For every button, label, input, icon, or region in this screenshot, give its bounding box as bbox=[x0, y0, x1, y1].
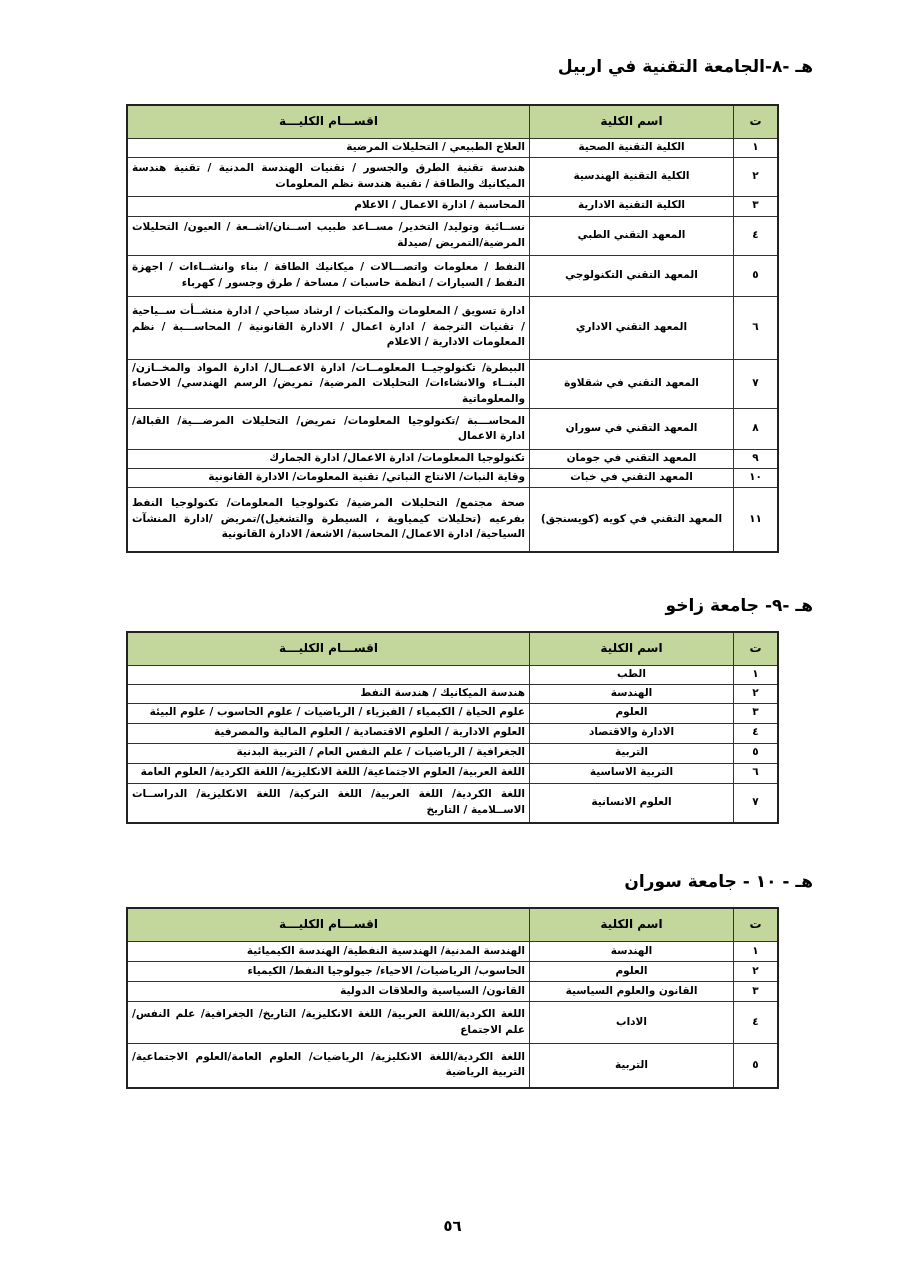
colleges-table bbox=[126, 104, 779, 553]
row-num: ٧ bbox=[734, 783, 779, 823]
departments: الحاسوب/ الرياضيات/ الاحياء/ جيولوجيا النفط/ الكيمياء bbox=[127, 962, 530, 982]
row-num: ٣ bbox=[734, 196, 779, 216]
college-name: التربية bbox=[530, 1044, 734, 1088]
table-row bbox=[127, 684, 778, 703]
departments: المحاســـبة /تكنولوجيا المعلومات/ تمريض/ التحليلات المرضـــية/ القبالة/ ادارة الاعمال bbox=[127, 409, 530, 450]
row-num: ٤ bbox=[734, 1002, 779, 1044]
departments: تكنولوجيا المعلومات/ ادارة الاعمال/ ادارة الجمارك bbox=[127, 450, 530, 469]
row-num: ٢ bbox=[734, 684, 779, 703]
colleges-table bbox=[126, 907, 779, 1089]
college-name: الكلية التقنية الصحية bbox=[530, 139, 734, 158]
departments: ادارة تسويق / المعلومات والمكتبات / ارشاد سياحي / ادارة منشــأت ســياحية / تقنيات الترجمة / ادارة اعمال / الادارة القانونية / المحاســـبة / نظم المعلومات الادارية / الاعلام bbox=[127, 296, 530, 359]
college-name: الكلية التقنية الادارية bbox=[530, 196, 734, 216]
row-num: ٣ bbox=[734, 982, 779, 1002]
row-num: ٢ bbox=[734, 962, 779, 982]
header-departments: اقســـام الكليـــة bbox=[127, 105, 530, 139]
departments: صحة مجتمع/ التحليلات المرضية/ تكنولوجيا المعلومات/ تكنولوجيا النفط بفرعيه (تحليلات كيمياوية ، السيطرة والتشغيل)/تمريض /ادارة المنشآت السياحية/ ادارة الاعمال/ المحاسبة/ الاشعة/ الادارة القانونية bbox=[127, 488, 530, 552]
departments: اللغة العربية/ العلوم الاجتماعية/ اللغة الانكليزية/ اللغة الكردية/ العلوم العامة bbox=[127, 763, 530, 783]
college-name: المعهد التقني في خبات bbox=[530, 469, 734, 488]
college-name: الكلية التقنية الهندسية bbox=[530, 157, 734, 196]
college-name: المعهد التقني في سوران bbox=[530, 409, 734, 450]
departments: وقاية النبات/ الانتاج النباتي/ تقنية المعلومات/ الادارة القانونية bbox=[127, 469, 530, 488]
college-name: المعهد التقني في جومان bbox=[530, 450, 734, 469]
header-departments: اقســـام الكليـــة bbox=[127, 632, 530, 666]
college-name: المعهد التقني في شقلاوة bbox=[530, 359, 734, 409]
table-row bbox=[127, 743, 778, 763]
college-name: المعهد التقني الطبي bbox=[530, 216, 734, 255]
college-name: التربية الاساسية bbox=[530, 763, 734, 783]
table-row bbox=[127, 942, 778, 962]
table-row bbox=[127, 666, 778, 685]
table-row bbox=[127, 1002, 778, 1044]
section-title: هـ - ١٠ - جامعة سوران bbox=[624, 872, 813, 892]
college-name: التربية bbox=[530, 743, 734, 763]
college-name: القانون والعلوم السياسية bbox=[530, 982, 734, 1002]
header-college: اسم الكلية bbox=[530, 632, 734, 666]
colleges-table bbox=[126, 631, 779, 824]
header-num: ت bbox=[734, 105, 779, 139]
section-title: هـ -٨-الجامعة التقنية في اربيل bbox=[557, 57, 813, 77]
departments: علوم الحياة / الكيمياء / الفيزياء / الرياضيات / علوم الحاسوب / علوم البيئة bbox=[127, 703, 530, 723]
table-row bbox=[127, 703, 778, 723]
table-row bbox=[127, 255, 778, 296]
departments: النفط / معلومات واتصـــالات / ميكانيك الطاقة / بناء وانشــاءات / اجهزة النفط / السيارات / انظمة حاسبات / مساحة / طرق وجسور / كهرباء bbox=[127, 255, 530, 296]
header-college: اسم الكلية bbox=[530, 908, 734, 942]
row-num: ٣ bbox=[734, 703, 779, 723]
row-num: ١ bbox=[734, 666, 779, 685]
row-num: ٥ bbox=[734, 1044, 779, 1088]
section-title: هـ -٩- جامعة زاخو bbox=[665, 596, 813, 616]
departments: اللغة الكردية/ اللغة العربية/ اللغة التركية/ اللغة الانكليزية/ الدراســات الاســلامية / التاريخ bbox=[127, 783, 530, 823]
college-name: العلوم الانسانية bbox=[530, 783, 734, 823]
table-header-row bbox=[127, 105, 778, 139]
table-row bbox=[127, 450, 778, 469]
college-name: الهندسة bbox=[530, 942, 734, 962]
row-num: ١٠ bbox=[734, 469, 779, 488]
page-number: ٥٦ bbox=[443, 1217, 462, 1235]
college-name: الادارة والاقتصاد bbox=[530, 723, 734, 743]
table-row bbox=[127, 1044, 778, 1088]
departments: اللغة الكردية/اللغة العربية/ اللغة الانكليزية/ التاريخ/ الجغرافية/ علم النفس/ علم الاجتماع bbox=[127, 1002, 530, 1044]
table-row bbox=[127, 763, 778, 783]
departments: نســائية وتوليد/ التخدير/ مســاعد طبيب اســنان/اشــعة / العيون/ التحليلات المرضية/التمريض /صيدلة bbox=[127, 216, 530, 255]
table-row bbox=[127, 296, 778, 359]
departments: الهندسة المدنية/ الهندسية النفطية/ الهندسة الكيميائية bbox=[127, 942, 530, 962]
departments: البيطرة/ تكنولوجيــا المعلومــات/ ادارة الاعمــال/ ادارة المواد والمخــازن/ البنــاء والانشاءات/ التحليلات المرضية/ تمريض/ الرسم الهندسي/ الاحصاء والمعلوماتية bbox=[127, 359, 530, 409]
header-num: ت bbox=[734, 908, 779, 942]
departments: العلوم الادارية / العلوم الاقتصادية / العلوم المالية والمصرفية bbox=[127, 723, 530, 743]
table-row bbox=[127, 962, 778, 982]
college-name: المعهد التقني التكنولوجي bbox=[530, 255, 734, 296]
table-row bbox=[127, 157, 778, 196]
row-num: ١ bbox=[734, 942, 779, 962]
departments: هندسة الميكانيك / هندسة النفط bbox=[127, 684, 530, 703]
college-name: المعهد التقني في كويه (كويسنجق) bbox=[530, 488, 734, 552]
row-num: ١١ bbox=[734, 488, 779, 552]
header-departments: اقســـام الكليـــة bbox=[127, 908, 530, 942]
departments: هندسة تقنية الطرق والجسور / تقنيات الهندسة المدنية / تقنية هندسة الميكانيك والطاقة / تقنية هندسة نظم المعلومات bbox=[127, 157, 530, 196]
table-row bbox=[127, 409, 778, 450]
college-name: الاداب bbox=[530, 1002, 734, 1044]
table-row bbox=[127, 139, 778, 158]
departments: العلاج الطبيعي / التحليلات المرضية bbox=[127, 139, 530, 158]
table-row bbox=[127, 216, 778, 255]
row-num: ٢ bbox=[734, 157, 779, 196]
row-num: ٦ bbox=[734, 763, 779, 783]
row-num: ٤ bbox=[734, 723, 779, 743]
departments: الجغرافية / الرياضيات / علم النفس العام / التربية البدنية bbox=[127, 743, 530, 763]
departments: اللغة الكردية/اللغة الانكليزية/ الرياضيات/ العلوم العامة/العلوم الاجتماعية/ التربية الرياضية bbox=[127, 1044, 530, 1088]
table-row bbox=[127, 359, 778, 409]
table-row bbox=[127, 982, 778, 1002]
row-num: ٤ bbox=[734, 216, 779, 255]
table-row bbox=[127, 469, 778, 488]
table-row bbox=[127, 488, 778, 552]
row-num: ٧ bbox=[734, 359, 779, 409]
row-num: ٦ bbox=[734, 296, 779, 359]
header-num: ت bbox=[734, 632, 779, 666]
departments bbox=[127, 666, 530, 685]
row-num: ٥ bbox=[734, 743, 779, 763]
college-name: الطب bbox=[530, 666, 734, 685]
college-name: العلوم bbox=[530, 703, 734, 723]
row-num: ٥ bbox=[734, 255, 779, 296]
departments: القانون/ السياسية والعلاقات الدولية bbox=[127, 982, 530, 1002]
college-name: المعهد التقني الاداري bbox=[530, 296, 734, 359]
row-num: ١ bbox=[734, 139, 779, 158]
table-header-row bbox=[127, 632, 778, 666]
departments: المحاسبة / ادارة الاعمال / الاعلام bbox=[127, 196, 530, 216]
table-row bbox=[127, 196, 778, 216]
college-name: الهندسة bbox=[530, 684, 734, 703]
table-header-row bbox=[127, 908, 778, 942]
row-num: ٩ bbox=[734, 450, 779, 469]
table-row bbox=[127, 723, 778, 743]
table-row bbox=[127, 783, 778, 823]
header-college: اسم الكلية bbox=[530, 105, 734, 139]
row-num: ٨ bbox=[734, 409, 779, 450]
college-name: العلوم bbox=[530, 962, 734, 982]
